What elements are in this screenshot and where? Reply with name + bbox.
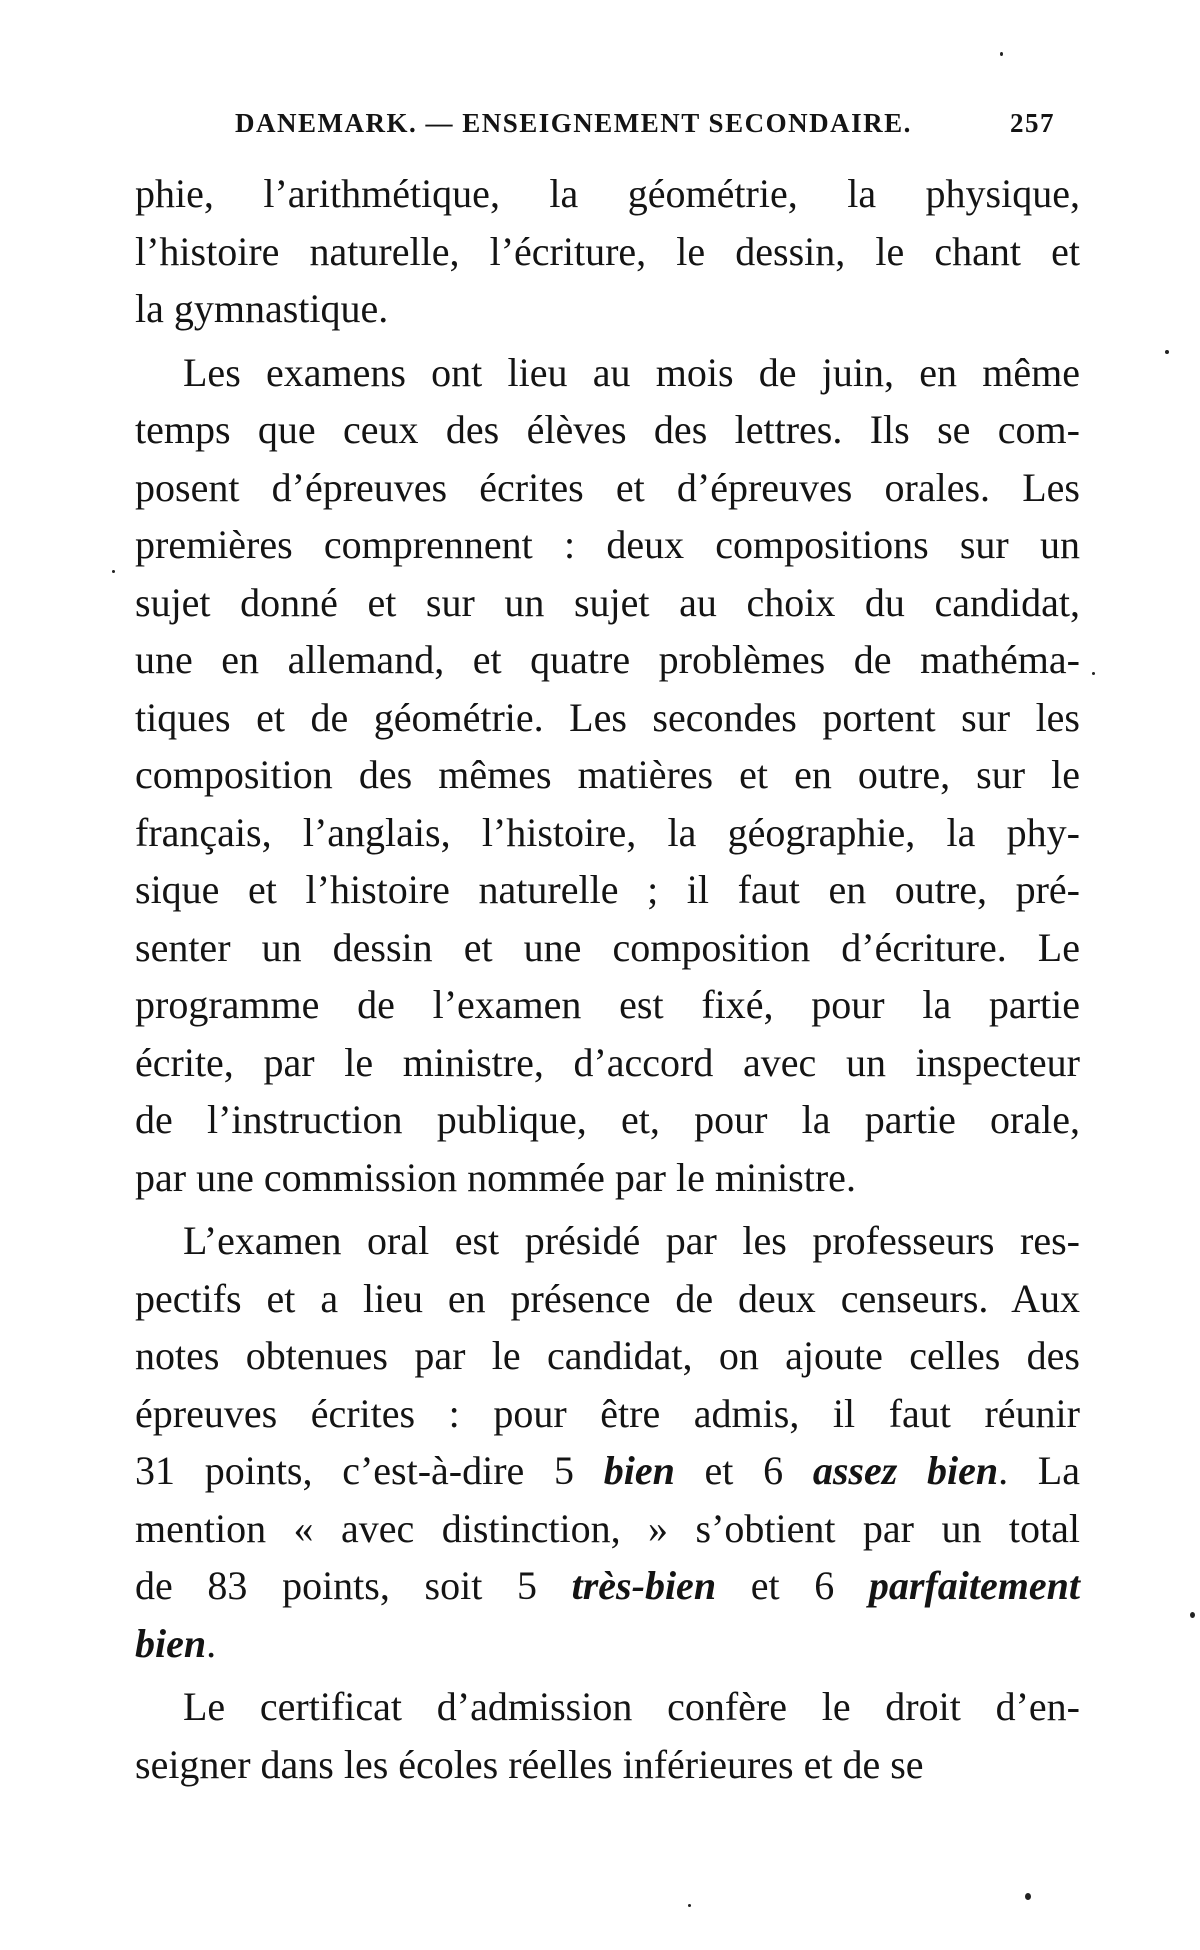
- text-line: Le certificat d’admission confère le droit d’en-: [183, 1684, 1080, 1729]
- paragraph: [135, 1212, 1080, 1672]
- italic-term: assez bien: [812, 1448, 999, 1493]
- text-line: sique et l’histoire naturelle ; il faut en outre, pré-: [135, 867, 1080, 912]
- text-line: de 83 points, soit 5 très-bien et 6 parfaitement: [135, 1563, 1080, 1608]
- text-line: écrite, par le ministre, d’accord avec un inspecteur: [135, 1039, 1080, 1085]
- text-line: tiques et de géométrie. Les secondes portent sur les: [135, 694, 1080, 740]
- text-line: par une commission nommée par le ministre.: [135, 1154, 856, 1200]
- scan-speck: [112, 570, 115, 573]
- paragraph: [135, 165, 1080, 338]
- text-line: premières comprennent : deux compositions sur un: [135, 522, 1080, 567]
- paragraph: [135, 1678, 1080, 1793]
- italic-term: bien: [135, 1620, 207, 1666]
- text-line: posent d’épreuves écrites et d’épreuves orales. Les: [135, 464, 1080, 510]
- text-line: notes obtenues par le candidat, on ajoute celles des: [135, 1333, 1080, 1378]
- text-line: senter un dessin et une composition d’écriture. Le: [135, 924, 1080, 970]
- text-line: Les examens ont lieu au mois de juin, en même: [183, 349, 1080, 395]
- scan-speck: [1190, 1612, 1195, 1618]
- text-line: temps que ceux des élèves des lettres. Ils se com-: [135, 407, 1080, 452]
- scan-speck: [1025, 1893, 1031, 1900]
- scan-speck: [1000, 52, 1003, 56]
- body-text: [135, 165, 1080, 1793]
- text-line: L’examen oral est présidé par les professeurs res-: [183, 1218, 1080, 1263]
- text-line: de l’instruction publique, et, pour la partie orale,: [135, 1097, 1080, 1142]
- scan-speck: [1092, 672, 1095, 675]
- scan-speck: [688, 1904, 691, 1907]
- text-line: composition des mêmes matières et en outre, sur le: [135, 752, 1080, 797]
- italic-term: parfaitement: [868, 1563, 1080, 1608]
- text-line: la gymnastique.: [135, 286, 389, 331]
- text-line: phie, l’arithmétique, la géométrie, la physique,: [135, 171, 1080, 216]
- text-line: programme de l’examen est fixé, pour la partie: [135, 982, 1080, 1027]
- page-number: 257: [1010, 108, 1055, 138]
- text-line: l’histoire naturelle, l’écriture, le dessin, le chant et: [135, 228, 1080, 274]
- text-line: français, l’anglais, l’histoire, la géographie, la phy-: [135, 809, 1080, 855]
- text-line: sujet donné et sur un sujet au choix du candidat,: [135, 579, 1080, 625]
- italic-term: bien: [603, 1448, 675, 1493]
- italic-term: très-bien: [571, 1563, 717, 1608]
- text-line: seigner dans les écoles réelles inférieures et de se: [135, 1741, 924, 1787]
- text-line: bien.: [135, 1620, 217, 1666]
- running-head: DANEMARK. — ENSEIGNEMENT SECONDAIRE.: [235, 108, 912, 138]
- text-line: 31 points, c’est-à-dire 5 bien et 6 assez bien. La: [135, 1448, 1080, 1493]
- text-line: épreuves écrites : pour être admis, il faut réunir: [135, 1390, 1080, 1436]
- page-header: [235, 108, 1055, 148]
- text-line: une en allemand, et quatre problèmes de mathéma-: [135, 637, 1080, 682]
- text-line: mention « avec distinction, » s’obtient par un total: [135, 1505, 1080, 1551]
- scan-speck: [1165, 350, 1169, 354]
- paragraph: [135, 344, 1080, 1207]
- text-line: pectifs et a lieu en présence de deux censeurs. Aux: [135, 1275, 1080, 1321]
